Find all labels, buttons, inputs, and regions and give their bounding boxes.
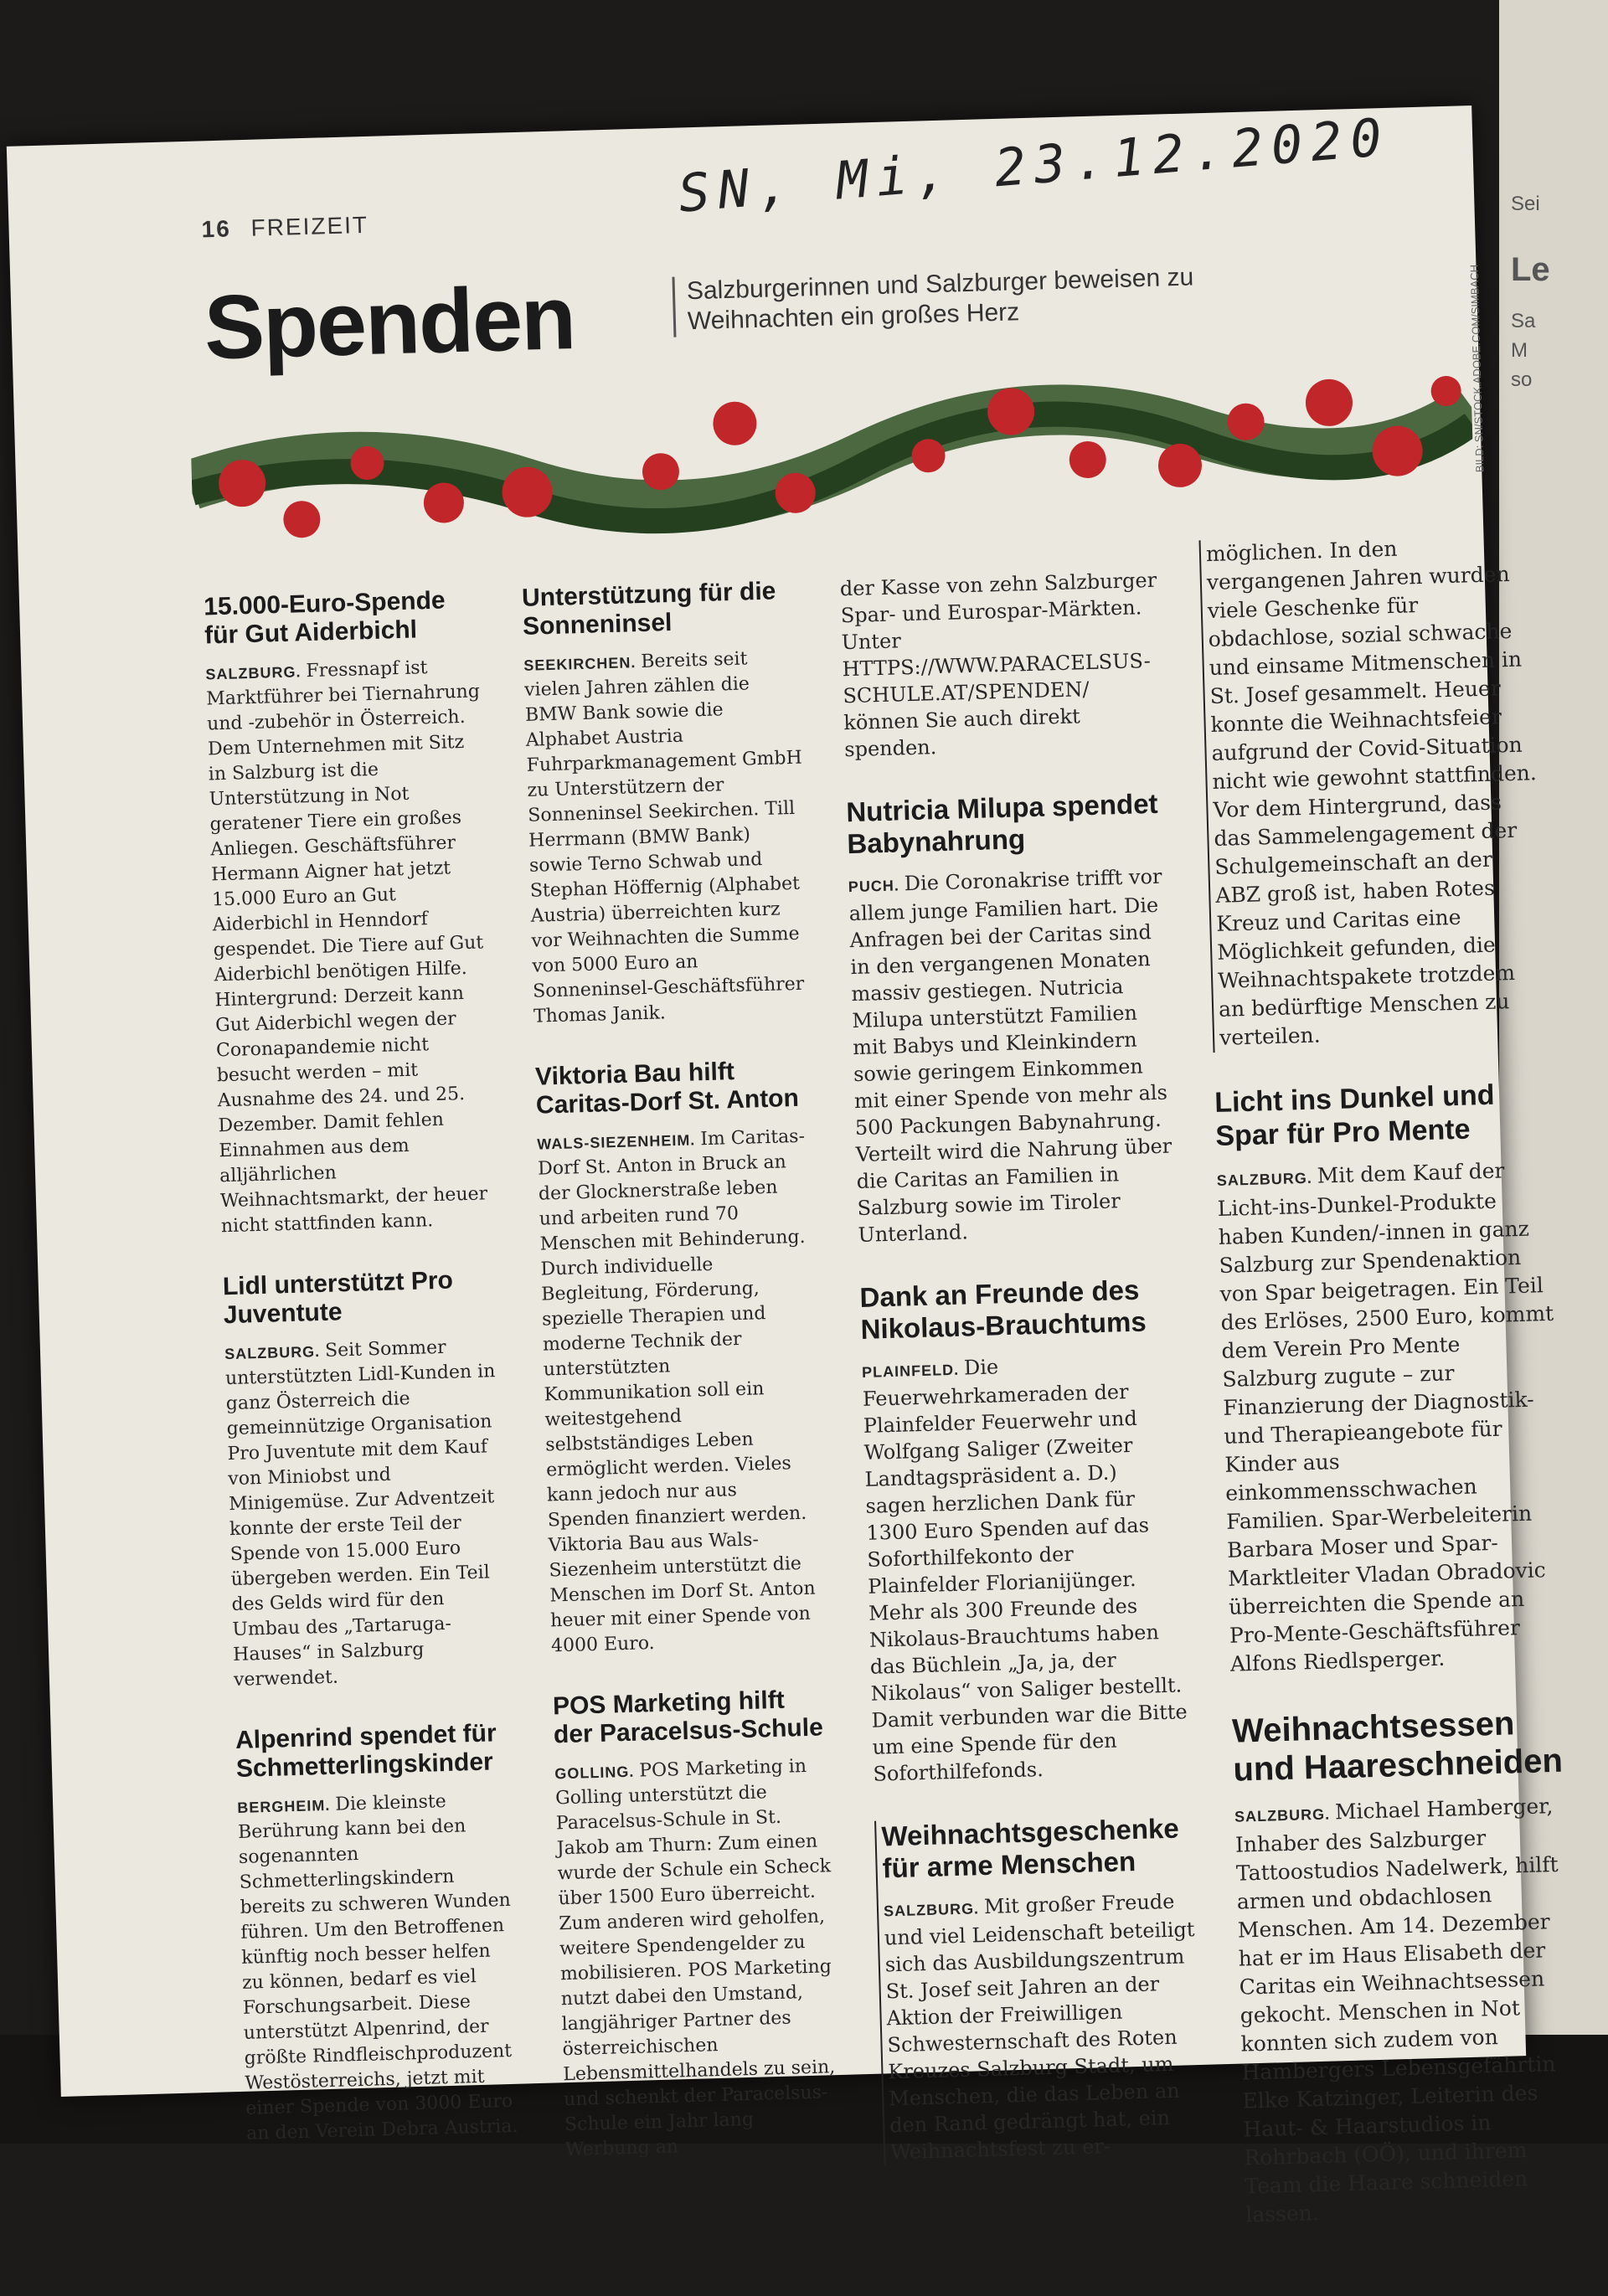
article-gut-aiderbichl xyxy=(204,585,497,1239)
dateline: SALZBURG. xyxy=(1216,1169,1313,1190)
dateline: SALZBURG. xyxy=(205,663,302,683)
adjacent-page-text: Sei xyxy=(1511,193,1540,215)
column-2 xyxy=(522,577,843,2196)
article-viktoria-bau xyxy=(535,1055,828,1659)
article-licht-ins-dunkel xyxy=(1214,1077,1566,1679)
article-body xyxy=(862,1348,1192,1787)
article-title: Viktoria Bau hilft Caritas-Dorf St. Anton xyxy=(534,1058,800,1120)
article-text: Michael Hamberger, Inhaber des Salzburger Tattoostudios Nadelwerk, hilft armen und obdachlosen Menschen. Am 14. Dezember hat er im Haus Elisabeth der Caritas ein Weihnachtsessen gekocht. Menschen in Not konnten sich zudem von Hambergers Lebensgefährtin Elke Katzinger, Leiterin des Haut- & Haarstudios in Rohrbach (OÖ), und ihrem Team die Haare schneiden lassen. xyxy=(1234,1794,1559,2227)
article-title: POS Marketing hilft der Paracelsus-Schule xyxy=(552,1686,824,1749)
article-text: Mit großer Freude und viel Leidenschaft beteiligt sich das Ausbildungszentrum St. Josef seit Jahren an der Aktion der Freiwilligen Schwesternschaft des Roten Kreuzes Salzburg Stadt, um Menschen, die das Leben an den Rand gedrängt hat, ein Weihnachtsfest zu er- xyxy=(884,1889,1195,2165)
article-body xyxy=(205,654,497,1239)
dateline: PLAINFELD. xyxy=(861,1361,960,1381)
article-text: POS Marketing in Golling unterstützt die Paracelsus-Schule in St. Jakob am Thurn: Zum einen wurde der Schule ein Scheck über 1500 Euro überreicht. Zum anderen wird geholfen, weitere Spendengelder zu mobilisieren. POS Marketing nutzt dabei den Umstand, langjähriger Partner des österreichischen Lebensmittelhandels zu sein, und schenkt der Paracelsus-Schule ein Jahr lang Werbung an xyxy=(554,1755,836,2161)
article-title: Weihnachtsessen und Haareschneiden xyxy=(1231,1705,1564,1789)
article-body xyxy=(848,863,1176,1248)
article-sonneninsel xyxy=(522,577,811,1030)
dateline: WALS-SIEZENHEIM. xyxy=(537,1131,696,1153)
adjacent-page-text: Le xyxy=(1511,251,1550,288)
dateline: SALZBURG. xyxy=(883,1900,980,1920)
article-pos-marketing xyxy=(553,1685,843,2163)
article-text: Mit dem Kauf der Licht-ins-Dunkel-Produkte haben Kunden/-innen in ganz Salzburg zur Spendenaktion von Spar beigetragen. Ein Teil des Erlöses, 2500 Euro, kommt dem Verein Pro Mente Salzburg zugute – zur Finanzierung der Diagnostik- und Therapieangebote für Kinder aus einkommensschwachen Familien. Spar-Werbeleiterin Barbara Moser und Spar-Marktleiter Vladan Obradovic überreichten die Spende an Pro-Mente-Geschäftsführer Alfons Riedlsperger. xyxy=(1217,1158,1554,1676)
article-body xyxy=(523,646,810,1030)
column-1 xyxy=(204,585,524,2180)
article-title: 15.000-Euro-Spende für Gut Aiderbichl xyxy=(203,586,446,650)
article-text: Seit Sommer unterstützten Lidl-Kunden in ganz Österreich die gemeinnützige Organisation Pro Juventute mit dem Kauf von Miniobst und Minigemüse. Zur Adventzeit konnte der erste Teil der Spende von 15.000 Euro übergeben werden. Ein Teil des Gelds wird für den Umbau des „Tartaruga-Hauses“ in Salzburg verwendet. xyxy=(224,1336,496,1691)
page-header xyxy=(201,212,368,244)
article-continuation: der Kasse von zehn Salzburger Spar- und Eurospar-Märkten. Unter HTTPS://WWW.PARACELSUS-SCHULE.AT/SPENDEN/ können Sie auch direkt spenden. xyxy=(839,568,1157,762)
article-title: Licht ins Dunkel und Spar für Pro Mente xyxy=(1214,1079,1496,1153)
christmas-garland-image xyxy=(189,348,1475,552)
adjacent-page-text: so xyxy=(1511,368,1533,391)
article-body xyxy=(1234,1792,1581,2230)
adjacent-page-text: M xyxy=(1511,339,1528,362)
article-title: Dank an Freunde des Nikolaus-Brauchtums xyxy=(859,1274,1147,1345)
article-text: Die kleinste Berührung kann bei den sogenannten Schmetterlingskindern bereits zu schweren Wunden führen. Um den Betroffenen künftig noch besser helfen zu können, bedarf es viel Forschungsarbeit. Diese unterstützt Alpenrind, der größte Rindfleischproduzent Westösterreichs, jetzt mit einer Spende von 3000 Euro an den Verein Debra Austria. xyxy=(237,1791,518,2144)
article-text: Die Feuerwehrkameraden der Plainfelder Feuerwehr und Wolfgang Saliger (Zweiter Landtagspräsident a. D.) sagen herzlichen Dank für 1300 Euro Spenden auf das Soforthilfekonto der Plainfelder Florianijünger. Mehr als 300 Freunde des Nikolaus-Brauchtums haben das Büchlein „Ja, ja, der Nikolaus“ von Saliger bestellt. Damit verbunden war die Bitte um eine Spende für den Soforthilfefonds. xyxy=(862,1355,1188,1786)
dateline: BERGHEIM. xyxy=(237,1796,331,1816)
article-weihnachtsessen xyxy=(1232,1703,1581,2230)
article-text: Im Caritas-Dorf St. Anton in Bruck an der Glocknerstraße leben und arbeiten rund 70 Menschen mit Behinderung. Durch individuelle Begleitung, Förderung, spezielle Therapien und moderne Technik der unterstützten Kommunikation soll ein weitestgehend selbstständiges Leben ermöglicht werden. Vieles kann jedoch nur aus Spenden finanziert werden. Viktoria Bau aus Wals-Siezenheim unterstützt die Menschen im Dorf St. Anton heuer mit einer Spende von 4000 Euro. xyxy=(537,1125,816,1657)
article-body xyxy=(537,1124,827,1659)
article-text: Bereits seit vielen Jahren zählen die BMW Bank sowie die Alphabet Austria Fuhrparkmanagement GmbH zu Unterstützern der Sonneninsel Seekirchen. Till Herrmann (BMW Bank) sowie Terno Schwab und Stephan Höffernig (Alphabet Austria) überreichten kurz vor Weihnachten die Summe von 5000 Euro an Sonneninsel-Geschäftsführer Thomas Janik. xyxy=(523,648,805,1027)
column-3 xyxy=(840,567,1203,2200)
article-body xyxy=(884,1887,1203,2165)
article-body xyxy=(554,1753,842,2163)
article-title: Weihnachtsgeschenke für arme Menschen xyxy=(881,1812,1180,1884)
dateline: SEEKIRCHEN. xyxy=(523,654,636,674)
article-title: Alpenrind spendet für Schmetterlingskinder xyxy=(234,1719,497,1783)
article-text: Fressnapf ist Marktführer bei Tiernahrung und -zubehör in Österreich. Dem Unternehmen mit Sitz in Salzburg ist die Unterstützung in Not geratener Tiere ein großes Anliegen. Geschäftsführer Hermann Aigner hat jetzt 15.000 Euro an Gut Aiderbichl in Henndorf gespendet. Die Tiere auf Gut Aiderbichl benötigen Hilfe. Hintergrund: Derzeit kann Gut Aiderbichl wegen der Coronapandemie nicht besucht werden – mit Ausnahme des 24. und 25. Dezember. Damit fehlen Einnahmen aus dem alljährlichen Weihnachtsmarkt, der heuer nicht stattfinden kann. xyxy=(205,657,488,1238)
article-nutricia xyxy=(846,788,1177,1248)
photo-credit: BILD: SN/STOCK.ADOBE.COM/SIMBACH xyxy=(1467,264,1487,473)
dateline: PUCH. xyxy=(848,877,900,896)
page-subtitle: Salzburgerinnen und Salzburger beweisen zu Weihnachten ein großes Herz xyxy=(672,262,1207,337)
article-title: Nutricia Milupa spendet Babynahrung xyxy=(845,787,1158,860)
newspaper-page xyxy=(7,106,1564,2227)
article-nikolaus xyxy=(859,1273,1192,1787)
article-title: Lidl unterstützt Pro Juventute xyxy=(222,1266,454,1330)
article-title: Unterstützung für die Sonneninsel xyxy=(521,577,776,641)
dateline: SALZBURG. xyxy=(1234,1805,1331,1825)
article-continuation: möglichen. In den vergangenen Jahren wurden viele Geschenke für obdachlose, sozial schwache und einsame Mitmenschen in St. Josef gesammelt. Heuer konnte die Weihnachtsfeier aufgrund der Covid-Situation nicht wie gewohnt stattfinden. Vor dem Hintergrund, dass das Sammelengagement der Schulgemeinschaft an der ABZ groß ist, haben Rotes Kreuz und Caritas eine Möglichkeit gefunden, die Weihnachtspakete trotzdem an bedürftige Menschen zu verteilen. xyxy=(1199,531,1549,1053)
article-alpenrind xyxy=(235,1719,523,2147)
article-body xyxy=(224,1334,511,1693)
adjacent-page-text: Sa xyxy=(1511,310,1536,332)
article-body xyxy=(237,1788,523,2147)
section-name: FREIZEIT xyxy=(250,211,369,241)
article-text: Die Coronakrise trifft vor allem junge Familien hart. Die Anfragen bei der Caritas sind in den vergangenen Monaten massiv gestiegen. Nutricia Milupa unterstützt Familien mit Babys und Kleinkindern sowie geringem Einkommen mit einer Spende von mehr als 500 Packungen Babynahrung. Verteilt wird die Nahrung über die Caritas an Familien in Salzburg sowie im Tiroler Unterland. xyxy=(848,864,1172,1247)
page-title: Spenden xyxy=(203,266,576,378)
page-number: 16 xyxy=(201,215,232,243)
article-weihnachtsgeschenke xyxy=(874,1812,1202,2165)
column-4 xyxy=(1199,531,1582,2263)
handwritten-date-note: SN, Mi, 23.12.2020 xyxy=(676,106,1393,224)
article-body xyxy=(1216,1156,1565,1679)
dateline: SALZBURG. xyxy=(224,1342,321,1363)
dateline: GOLLING. xyxy=(554,1763,635,1783)
article-lidl xyxy=(222,1265,510,1693)
